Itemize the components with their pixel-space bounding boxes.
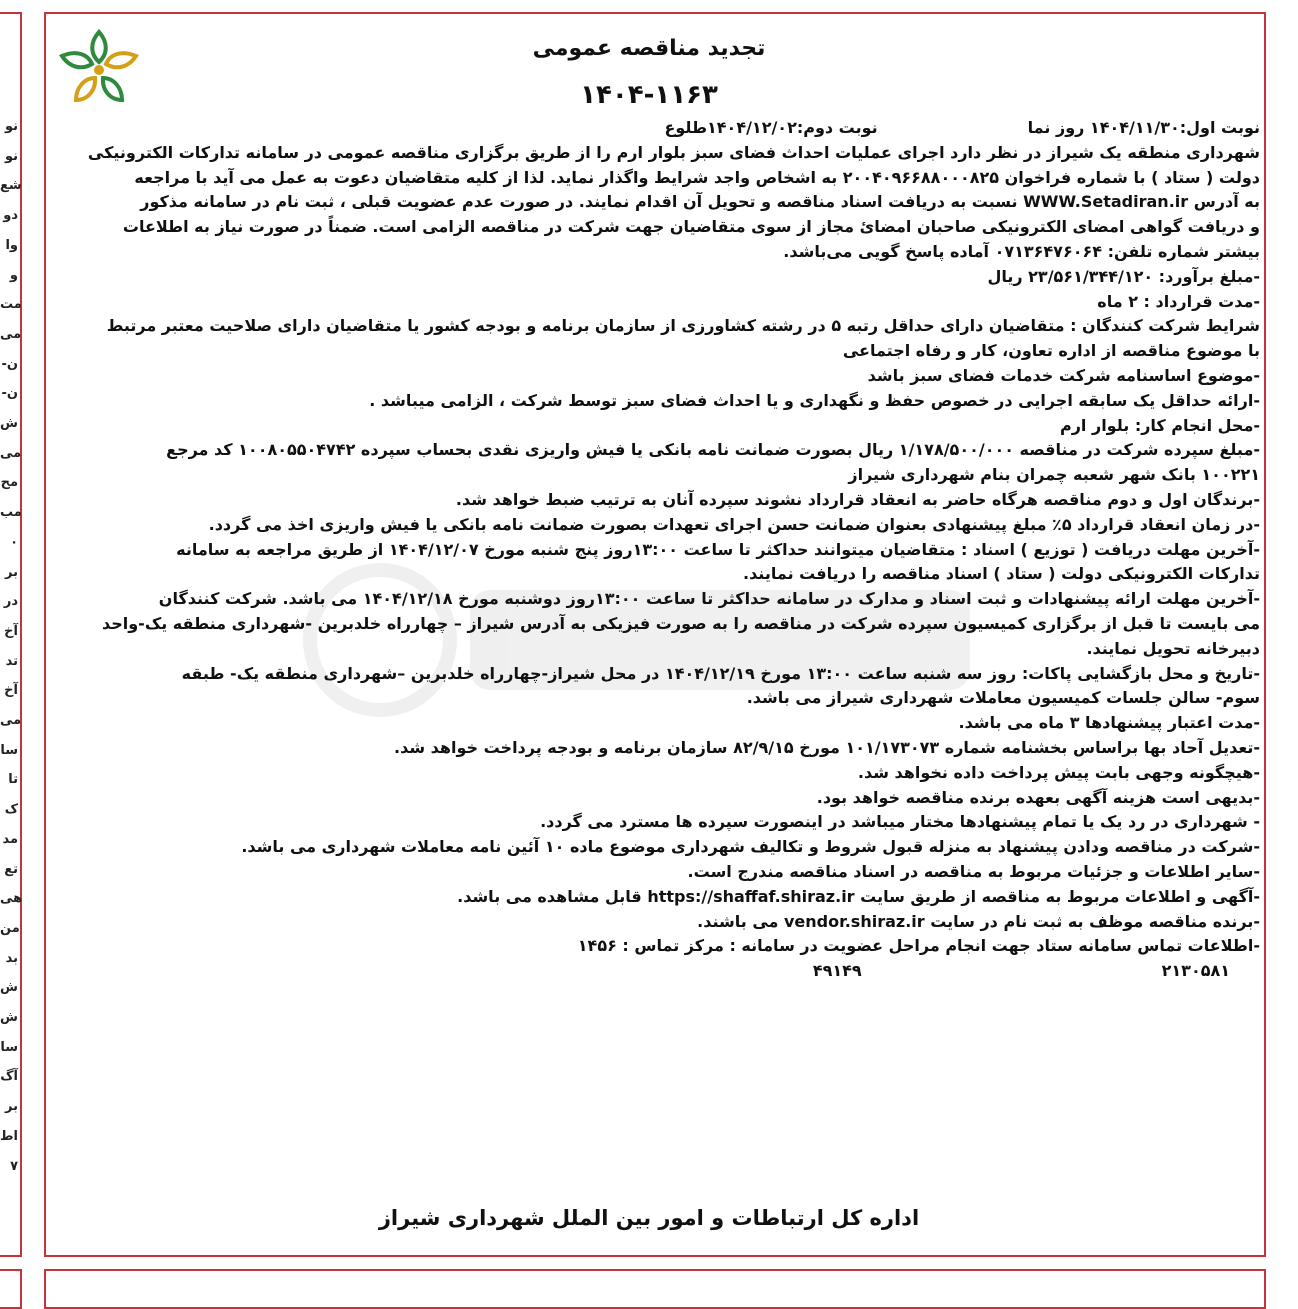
intro-line-2: دولت ( ستاد ) با شماره فراخوان ۲۰۰۴۰۹۶۶۸۸۰۰۰۸۲۵ به اشخاص واجد شرایط واگذار نماید. لذا از کلیه متقاضیان دعوت به عمل می آید با مراجعه bbox=[134, 167, 1260, 187]
next-ad-frame bbox=[44, 1269, 1266, 1309]
deposit-line-2: ۱۰۰۲۲۱ بانک شهر شعبه چمران بنام شهرداری شیراز bbox=[848, 465, 1260, 485]
bid-validity: -مدت اعتبار پیشنهادها ۳ ماه می باشد. bbox=[958, 713, 1260, 733]
intro-line-4: و دریافت گواهی امضای الکترونیکی صاحبان امضائ مجاز از سوی متقاضیان جهت شرکت در مناقصه الزامی است. ضمناً در صورت نیاز به اطلاعات bbox=[122, 217, 1260, 237]
estimate-amount: -مبلغ برآورد: ۲۳/۵۶۱/۳۴۴/۱۲۰ ریال bbox=[987, 266, 1260, 286]
vendor-registration: -برنده مناقصه موظف به ثبت نام در سایت vendor.shiraz.ir می باشند. bbox=[697, 911, 1260, 931]
ad-cost: -بدیهی است هزینه آگهی بعهده برنده مناقصه خواهد بود. bbox=[816, 787, 1260, 807]
price-adjustment: -تعدیل آحاد بها براساس بخشنامه شماره ۱۰۱/۱۷۳۰۷۳ مورخ ۸۲/۹/۱۵ سازمان برنامه و بودجه پرداخت خواهد شد. bbox=[394, 737, 1260, 757]
ad-body bbox=[52, 116, 1260, 984]
adjacent-ad-fragment: تا bbox=[8, 772, 18, 788]
first-publication: نوبت اول:۱۴۰۴/۱۱/۳۰ روز نما bbox=[1027, 118, 1260, 137]
adjacent-ad-fragment: در bbox=[3, 594, 18, 610]
intro-line-3: به آدرس WWW.Setadiran.ir نسبت به دریافت اسناد مناقصه و تحویل آن اقدام نمایند. در صورت عدم عضویت قبلی ، ثبت نام در سامانه مذکور bbox=[140, 192, 1260, 212]
winners-note: -برندگان اول و دوم مناقصه هرگاه حاضر به انعقاد قرارداد نشوند سپرده آنان به ترتیب ضبط خواهد شد. bbox=[455, 489, 1260, 509]
ad-title: تجدید مناقصه عمومی bbox=[532, 36, 766, 61]
adjacent-ad-fragment: مب bbox=[0, 505, 22, 521]
adjacent-ad-fragment: نو bbox=[4, 119, 18, 134]
bid-deadline-2: می بایست تا قبل از برگزاری کمیسیون سپرده شرکت در مناقصه را به صورت فیزیکی به آدرس شیراز – چهارراه خلدبرین -شهرداری منطقه یک-واحد bbox=[101, 613, 1260, 633]
adjacent-ad-fragment: سا bbox=[0, 742, 18, 758]
adjacent-ad-fragment: شع bbox=[0, 178, 22, 194]
adjacent-ad-fragment: می bbox=[0, 445, 22, 461]
adjacent-ad-fragment: آخ bbox=[4, 683, 18, 699]
adjacent-ad-fragment: ۷ bbox=[10, 1158, 18, 1174]
adjacent-ad-fragment: وا bbox=[5, 237, 18, 253]
adjacent-ad-fragment: آگ bbox=[0, 1069, 18, 1085]
intro-line-1: شهرداری منطقه یک شیراز در نظر دارد اجرای عملیات احداث فضای سبز بلوار ارم را از طریق برگزاری مناقصه عمومی در سامانه تدارکات الکترونیکی bbox=[87, 142, 1260, 162]
no-prepayment: -هیچگونه وجهی بابت پیش پرداخت داده نخواهد شد. bbox=[857, 762, 1260, 782]
transparency-site: -آگهی و اطلاعات مربوط به مناقصه از طریق سایت https://shaffaf.shiraz.ir قابل مشاهده می باشد. bbox=[457, 886, 1260, 906]
contact-numbers bbox=[52, 959, 1260, 984]
document-deadline-2: تدارکات الکترونیکی دولت ( ستاد ) اسناد مناقصه را دریافت نمایند. bbox=[742, 564, 1260, 584]
second-publication: نوبت دوم:۱۴۰۴/۱۲/۰۲طلوع bbox=[664, 118, 878, 137]
adjacent-ad-fragment: دو bbox=[3, 208, 18, 224]
adjacent-ad-fragment: بر bbox=[5, 1099, 18, 1115]
other-info: -سایر اطلاعات و جزئیات مربوط به مناقصه در اسناد مناقصه مندرج است. bbox=[687, 861, 1260, 881]
adjacent-ad-fragment: مت bbox=[0, 297, 22, 313]
acceptance-terms: -شرکت در مناقصه ودادن پیشنهاد به منزله قبول شروط و تکالیف شهرداری موضوع ماده ۱۰ آئین نامه معاملات شهرداری می باشد. bbox=[241, 837, 1260, 857]
opening-1: -تاریخ و محل بازگشایی پاکات: روز سه شنبه ساعت ۱۳:۰۰ مورخ ۱۴۰۴/۱۲/۱۹ در محل شیراز-چهارراه خلدبرین –شهرداری منطقه یک- طبقه bbox=[181, 663, 1260, 683]
adjacent-ad-fragment: می bbox=[0, 713, 22, 728]
document-deadline-1: -آخرین مهلت دریافت ( توزیع ) اسناد : متقاضیان میتوانند حداکثر تا ساعت ۱۳:۰۰روز پنج شنبه مورخ ۱۴۰۴/۱۲/۰۷ از طریق مراجعه به سامانه bbox=[176, 539, 1260, 559]
adjacent-ad-fragment: ش bbox=[0, 1010, 18, 1025]
adjacent-ad-fragment: تد bbox=[5, 653, 18, 669]
adjacent-ad-fragment: ش bbox=[0, 980, 18, 996]
adjacent-ad-fragment: -ن bbox=[1, 356, 18, 372]
adjacent-ad-fragment: اط bbox=[0, 1128, 18, 1144]
adjacent-ad-fragment: آخ bbox=[4, 623, 18, 639]
condition-experience: -ارائه حداقل یک سابقه اجرایی در خصوص حفظ و نگهداری و یا احداث فضای سبز توسط شرکت ، الزامی میباشد . bbox=[369, 390, 1260, 410]
bid-deadline-1: -آخرین مهلت ارائه پیشنهادات و ثبت اسناد و مدارک در سامانه حداکثر تا ساعت ۱۳:۰۰روز دوشنبه مورخ ۱۴۰۴/۱۲/۱۸ می باشد. شرکت کنندگان bbox=[158, 589, 1260, 609]
participant-conditions-2: با موضوع مناقصه از اداره تعاون، کار و رفاه اجتماعی bbox=[842, 341, 1260, 361]
adjacent-ad-fragment: تع bbox=[4, 861, 18, 877]
adjacent-ad-fragment: مح bbox=[0, 475, 18, 491]
contact-number-1: ۲۱۳۰۵۸۱ bbox=[1161, 961, 1230, 981]
publication-schedule bbox=[52, 116, 1260, 141]
adjacent-ad-fragment: می bbox=[0, 326, 22, 342]
work-location: -محل انجام کار: بلوار ارم bbox=[1059, 415, 1260, 435]
adjacent-ad-fragment: نو bbox=[4, 148, 18, 164]
setad-contact: -اطلاعات تماس سامانه ستاد جهت انجام مراحل عضویت در سامانه : مرکز تماس : ۱۴۵۶ bbox=[577, 936, 1260, 956]
adjacent-ad-fragment: مد bbox=[2, 831, 18, 847]
adjacent-ad-fragment: ۰ bbox=[10, 534, 18, 550]
ad-number: ۱۴۰۴-۱۱۶۳ bbox=[580, 80, 718, 110]
adjacent-ad-fragment: و bbox=[9, 267, 18, 283]
contract-duration: -مدت قرارداد : ۲ ماه bbox=[1097, 291, 1260, 311]
adjacent-ad-fragment: بد bbox=[5, 950, 18, 966]
participant-conditions-1: شرایط شرکت کنندگان : متقاضیان دارای حداقل رتبه ۵ در رشته کشاورزی از سازمان برنامه و بودجه کشور یا متقاضیان دارای صلاحیت معتبر مرتبط bbox=[106, 316, 1260, 336]
contact-number-2: ۴۹۱۴۹ bbox=[812, 961, 862, 981]
performance-guarantee: -در زمان انعقاد قرارداد ۵٪ مبلغ پیشنهادی بعنوان ضمانت حسن اجرای تعهدات بصورت ضمانت نامه بانکی یا فیش واریزی اخذ می گردد. bbox=[208, 514, 1260, 534]
intro-line-5: بیشتر شماره تلفن: ۰۷۱۳۶۴۷۶۰۶۴ آماده پاسخ گویی می‌باشد. bbox=[783, 241, 1260, 261]
adjacent-ad-fragment: هی bbox=[0, 891, 23, 907]
rejection-right: - شهرداری در رد یک یا تمام پیشنهادها مختار میباشد در اینصورت سپرده ها مسترد می گردد. bbox=[540, 812, 1260, 832]
adjacent-ad-fragment: سا bbox=[0, 1039, 18, 1055]
opening-2: سوم- سالن جلسات کمیسیون معاملات شهرداری شیراز می باشد. bbox=[746, 688, 1260, 708]
adjacent-ad-fragment: بر bbox=[5, 564, 18, 580]
adjacent-ad-frame-bottom bbox=[0, 1269, 22, 1309]
deposit-line-1: -مبلغ سپرده شرکت در مناقصه ۱/۱۷۸/۵۰۰/۰۰۰ ریال بصورت ضمانت نامه بانکی یا فیش واریزی نقدی بحساب سپرده ۱۰۰۸۰۵۵۰۴۷۴۲ کد مرجع bbox=[166, 440, 1260, 460]
bid-deadline-3: دبیرخانه تحویل نمایند. bbox=[1086, 638, 1260, 658]
adjacent-ad-fragment: ش bbox=[0, 416, 18, 431]
condition-statute: -موضوع اساسنامه شرکت خدمات فضای سبز باشد bbox=[867, 365, 1260, 385]
adjacent-ad-fragment: ک bbox=[4, 802, 18, 818]
issuer-footer: اداره کل ارتباطات و امور بین الملل شهرداری شیراز bbox=[378, 1206, 920, 1230]
adjacent-ad-fragment: من bbox=[0, 920, 20, 936]
adjacent-ad-fragment: -ن bbox=[1, 386, 18, 402]
